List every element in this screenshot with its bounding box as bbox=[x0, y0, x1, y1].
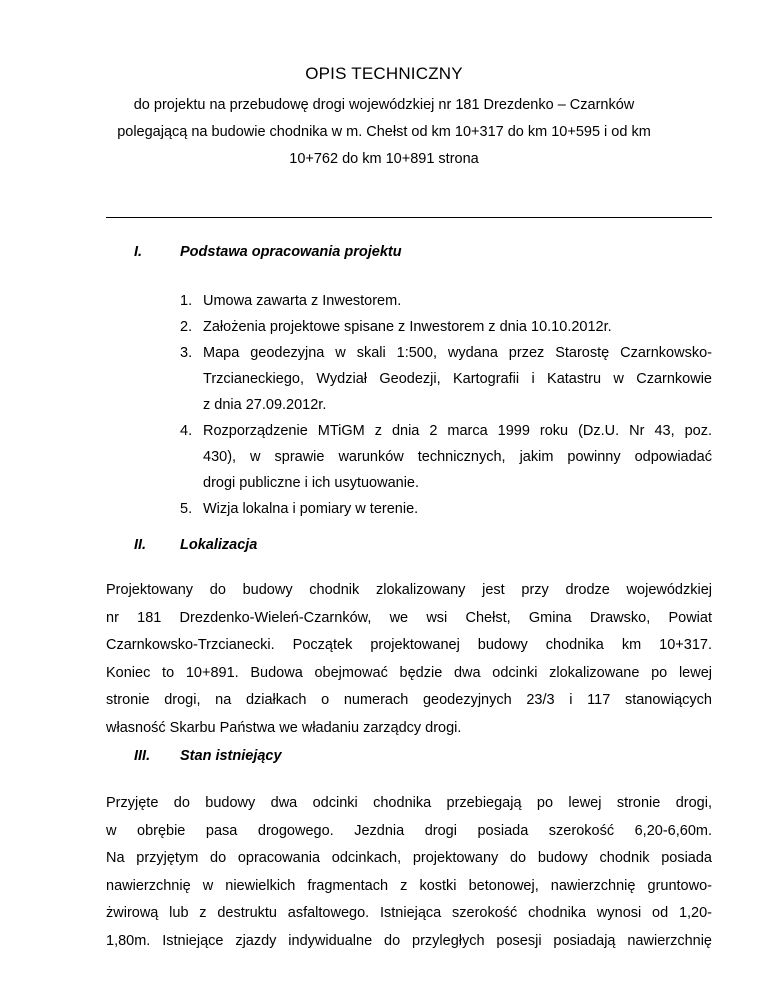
location-paragraph bbox=[106, 577, 712, 742]
paragraph-line: Na przyjętym do opracowania odcinkach, projektowany do budowy chodnik posiada bbox=[106, 850, 712, 866]
list-item-line: Trzcianeckiego, Wydział Geodezji, Kartografii i Katastru w Czarnkowie bbox=[203, 371, 712, 387]
basis-list bbox=[180, 288, 712, 522]
list-item-line: Wizja lokalna i pomiary w terenie. bbox=[203, 501, 419, 517]
list-item-line: Założenia projektowe spisane z Inwestorem z dnia 10.10.2012r. bbox=[203, 319, 612, 335]
list-item bbox=[180, 288, 712, 314]
paragraph-line: własność Skarbu Państwa we władaniu zarządcy drogi. bbox=[106, 719, 462, 736]
list-item bbox=[180, 496, 712, 522]
subtitle-line: 10+762 do km 10+891 strona bbox=[289, 151, 479, 167]
section-heading: Stan istniejący bbox=[180, 748, 282, 764]
paragraph-line: Koniec to 10+891. Budowa obejmować będzie dwa odcinki zlokalizowane po lewej bbox=[106, 664, 712, 681]
paragraph-line: Czarnkowsko-Trzcianecki. Początek projektowanej budowy chodnika km 10+317. bbox=[106, 637, 712, 653]
section-heading: Podstawa opracowania projektu bbox=[180, 244, 402, 260]
paragraph-line: stronie drogi, na działkach o numerach geodezyjnych 23/3 i 117 stanowiących bbox=[106, 692, 712, 708]
list-item-line: 430), w sprawie warunków technicznych, jakim powinny odpowiadać bbox=[203, 449, 712, 465]
list-item bbox=[180, 340, 712, 418]
list-item bbox=[180, 314, 712, 340]
list-item-number: 4. bbox=[180, 423, 193, 439]
section-number: I. bbox=[134, 244, 143, 260]
paragraph-line: 1,80m. Istniejące zjazdy indywidualne do przyległych posesji posiadają nawierzchnię bbox=[106, 932, 712, 949]
list-item-number: 3. bbox=[180, 345, 193, 361]
paragraph-line: Przyjęte do budowy dwa odcinki chodnika przebiegają po lewej stronie drogi, bbox=[106, 795, 712, 811]
list-item-number: 1. bbox=[180, 293, 193, 309]
section-heading: Lokalizacja bbox=[180, 537, 258, 553]
list-item-line: Rozporządzenie MTiGM z dnia 2 marca 1999 roku (Dz.U. Nr 43, poz. bbox=[203, 423, 712, 439]
list-item-number: 5. bbox=[180, 501, 193, 517]
horizontal-divider bbox=[106, 217, 712, 218]
list-item bbox=[180, 418, 712, 496]
paragraph-line: nr 181 Drezdenko-Wieleń-Czarnków, we wsi Chełst, Gmina Drawsko, Powiat bbox=[106, 609, 712, 626]
document-title: OPIS TECHNICZNY bbox=[305, 64, 463, 83]
existing-state-paragraph bbox=[106, 790, 712, 955]
paragraph-line: Projektowany do budowy chodnik zlokalizowany jest przy drodze wojewódzkiej bbox=[106, 582, 712, 598]
list-item-line: Mapa geodezyjna w skali 1:500, wydana przez Starostę Czarnkowsko- bbox=[203, 345, 712, 361]
list-item-line: z dnia 27.09.2012r. bbox=[203, 397, 327, 413]
paragraph-line: w obrębie pasa drogowego. Jezdnia drogi posiada szerokość 6,20-6,60m. bbox=[106, 822, 712, 839]
list-item-line: Umowa zawarta z Inwestorem. bbox=[203, 293, 402, 309]
document-subtitle bbox=[110, 92, 658, 173]
list-item-line: drogi publiczne i ich usytuowanie. bbox=[203, 475, 420, 491]
paragraph-line: żwirową lub z destruktu asfaltowego. Istniejąca szerokość chodnika wynosi od 1,20- bbox=[106, 905, 712, 921]
section-number: III. bbox=[134, 748, 151, 764]
subtitle-line: do projektu na przebudowę drogi wojewódzkiej nr 181 Drezdenko – Czarnków bbox=[133, 97, 635, 113]
paragraph-line: nawierzchnię w niewielkich fragmentach z kostki betonowej, nawierzchnię gruntowo- bbox=[106, 877, 712, 894]
subtitle-line: polegającą na budowie chodnika w m. Chełst od km 10+317 do km 10+595 i od km bbox=[117, 124, 651, 140]
section-number: II. bbox=[134, 537, 147, 553]
list-item-number: 2. bbox=[180, 319, 193, 335]
